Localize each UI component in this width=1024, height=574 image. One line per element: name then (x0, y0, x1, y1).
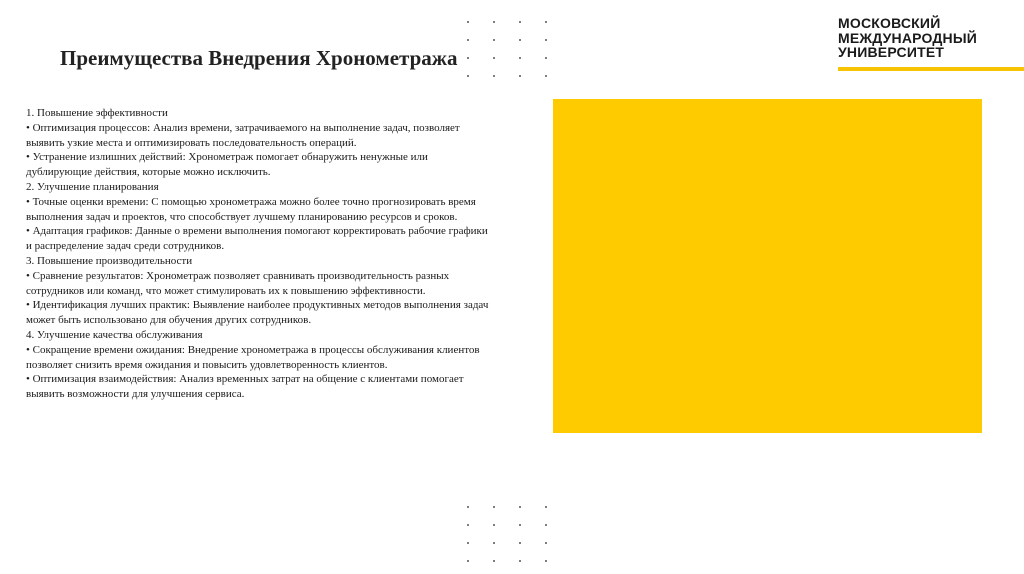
decorative-dot-grid-bottom (466, 505, 548, 563)
decorative-dot-grid-top (466, 20, 548, 78)
content-line: • Устранение излишних действий: Хронометраж помогает обнаружить ненужные или дублирующие действия, которые можно исключить. (26, 151, 428, 179)
university-logo (838, 16, 977, 60)
content-line: 3. Повышение производительности (26, 254, 193, 267)
logo-line-2: МЕЖДУНАРОДНЫЙ (838, 29, 978, 46)
content-line: 1. Повышение эффективности (26, 107, 168, 119)
image-placeholder (553, 99, 982, 433)
content-line: • Точные оценки времени: С помощью хронометража можно более точно прогнозировать время выполнения задач и проектов, что способствует лучшему планированию ресурсов и сроков. (26, 195, 476, 223)
logo-line-3: УНИВЕРСИТЕТ (838, 44, 945, 60)
logo-line-1: МОСКОВСКИЙ (838, 15, 941, 31)
content-text-block (26, 106, 496, 402)
content-line: • Оптимизация процессов: Анализ времени, затрачиваемого на выполнение задач, позволяет выявить узкие места и оптимизировать последовательность операций. (26, 121, 460, 149)
content-line: 2. Улучшение планирования (26, 180, 159, 193)
logo-accent-bar (838, 67, 1024, 71)
content-line: • Адаптация графиков: Данные о времени выполнения помогают корректировать рабочие графики и распределение задач среди сотрудников. (26, 225, 488, 253)
content-line: • Оптимизация взаимодействия: Анализ временных затрат на общение с клиентами помогает выявить возможности для улучшения сервиса. (26, 373, 464, 401)
content-line: 4. Улучшение качества обслуживания (26, 328, 203, 341)
content-line: • Идентификация лучших практик: Выявление наиболее продуктивных методов выполнения задач может быть использовано для обучения других сотрудников. (26, 299, 489, 327)
slide-title: Преимущества Внедрения Хронометража (60, 46, 458, 70)
content-line: • Сравнение результатов: Хронометраж позволяет сравнивать производительность разных сотрудников или команд, что может стимулировать их к повышению эффективности. (26, 269, 450, 297)
content-line: • Сокращение времени ожидания: Внедрение хронометража в процессы обслуживания клиентов позволяет снизить время ожидания и повысить удовлетворенность клиентов. (26, 343, 480, 371)
